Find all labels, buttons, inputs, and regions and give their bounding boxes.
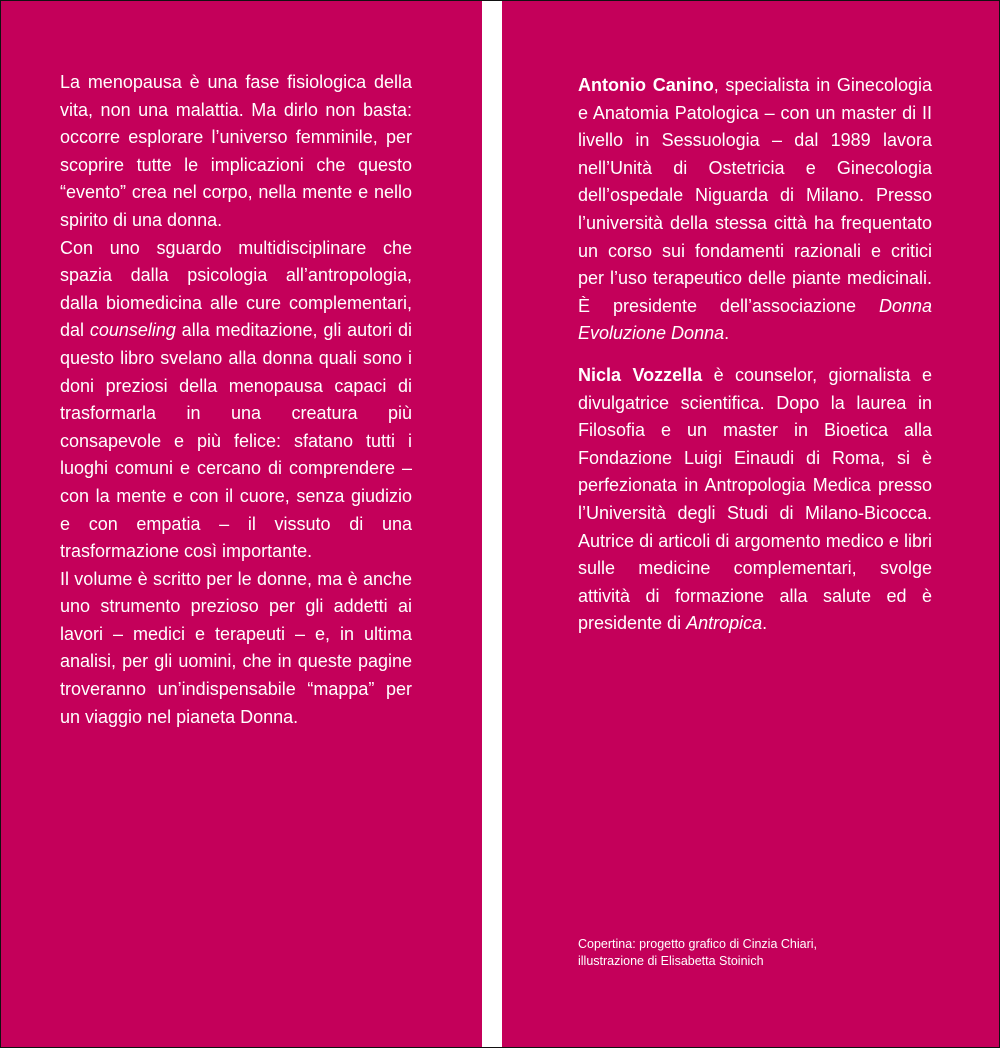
- center-spine: [482, 0, 502, 1048]
- blurb-paragraph: [60, 69, 412, 235]
- author-bio-text: [578, 362, 932, 638]
- text-run: , specialista in Ginecologia e Anatomia Patologica – con un master di II livello in Sessuologia – dal 1989 lavora nell’Unità di Ostetricia e Ginecologia dell’ospedale Niguarda di Milano. Presso l’università della stessa città ha frequentato un corso sui fondamenti razionali e critici per l’uso terapeutico delle piante medicinali. È presidente dell’associazione: [578, 75, 932, 316]
- author-name: Nicla Vozzella: [578, 365, 703, 385]
- back-cover-blurb: [60, 69, 412, 731]
- text-run: è counselor, giornalista e divulgatrice scientifica. Dopo la laurea in Filosofia e un master in Bioetica alla Fondazione Luigi Einaudi di Roma, si è perfezionata in Antropologia Medica presso l’Università degli Studi di Milano-Bicocca. Autrice di articoli di argomento medico e libri sulle medicine complementari, svolge attività di formazione alla salute ed è presidente di: [578, 365, 932, 634]
- author-bio-text: [578, 72, 932, 348]
- credits-line: Copertina: progetto grafico di Cinzia Chiari,: [578, 937, 818, 951]
- text-run: Il volume è scritto per le donne, ma è anche uno strumento prezioso per gli addetti ai lavori – medici e terapeuti – e, in ultima analisi, per gli uomini, che in queste pagine troveranno un’indispensabile “mappa” per un viaggio nel pianeta Donna.: [60, 568, 412, 727]
- blurb-paragraph: [60, 566, 412, 732]
- author-name: Antonio Canino: [578, 75, 714, 95]
- credits-line: illustrazione di Elisabetta Stoinich: [578, 954, 764, 968]
- italic-text: Donna Evoluzione Donna: [578, 295, 932, 344]
- text-run: alla meditazione, gli autori di questo libro svelano alla donna quali sono i doni preziosi della menopausa capaci di trasformarla in una creatura più consapevole e più felice: sfatano tutti i luoghi comuni e cercano di comprendere – con la mente e con il cuore, senza giudizio e con empatia – il vissuto di una trasformazione così importante.: [60, 320, 412, 562]
- italic-text: Antropica: [686, 613, 763, 634]
- blurb-paragraph: [60, 235, 412, 566]
- author-bio-vozzella: [578, 362, 932, 638]
- text-run: La menopausa è una fase fisiologica della vita, non una malattia. Ma dirlo non basta: occorre esplorare l’universo femminile, per scoprire tutte le implicazioni che questo “evento” crea nel corpo, nella mente e nello spirito di una donna.: [60, 72, 412, 230]
- italic-text: counseling: [89, 320, 176, 341]
- text-run: .: [762, 613, 768, 634]
- left-flap-panel: [0, 0, 482, 1048]
- text-run: .: [724, 323, 730, 344]
- cover-credits: [578, 936, 938, 970]
- text-run: Con uno sguardo multidisciplinare che spazia dalla psicologia all’antropologia, dalla biomedicina alle cure complementari, dal: [60, 237, 412, 341]
- author-bio-canino: [578, 72, 932, 348]
